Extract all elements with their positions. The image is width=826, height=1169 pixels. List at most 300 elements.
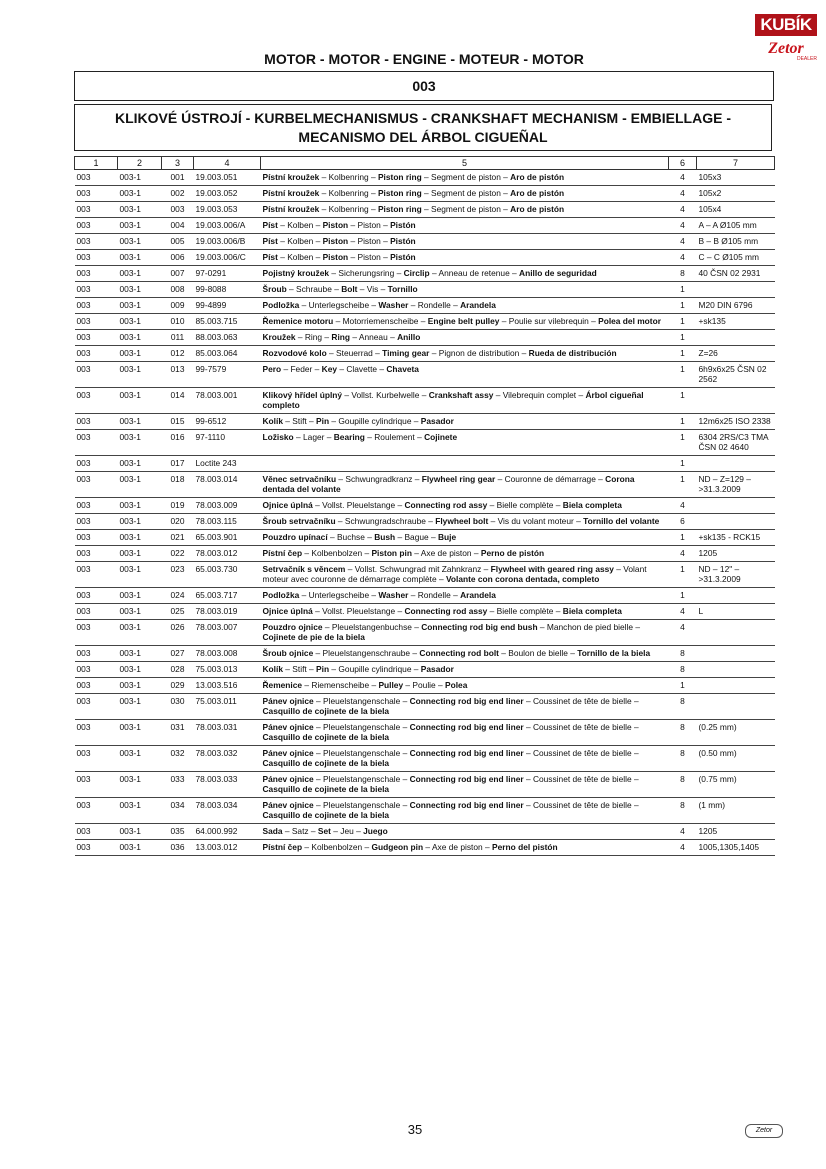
description-separator: – xyxy=(362,548,372,558)
part-group-cell: 003 xyxy=(75,562,118,588)
part-description-cell xyxy=(261,414,669,430)
part-description-cell xyxy=(261,588,669,604)
description-de: Pleuelstangenschale xyxy=(323,696,401,706)
description-en: Piston ring xyxy=(377,172,422,182)
description-de: Schraube xyxy=(296,284,332,294)
part-position-cell: 019 xyxy=(162,498,194,514)
description-es: Casquillo de cojinete de la biela xyxy=(262,758,390,768)
parts-table-body xyxy=(75,170,775,856)
description-en: Engine belt pulley xyxy=(427,316,500,326)
part-group-cell: 003 xyxy=(75,646,118,662)
description-separator: – xyxy=(326,348,337,358)
part-figure-cell: 003-1 xyxy=(118,824,162,840)
description-separator: – xyxy=(369,680,379,690)
note-cell: 1205 xyxy=(697,546,775,562)
table-row xyxy=(75,678,775,694)
description-cz: Podložka xyxy=(262,300,300,310)
part-description-cell xyxy=(261,620,669,646)
note-cell xyxy=(697,694,775,720)
part-number-cell: 78.003.019 xyxy=(194,604,261,620)
description-separator: – xyxy=(322,332,332,342)
description-es: Anillo de seguridad xyxy=(519,268,597,278)
description-de: Schwungradschraube xyxy=(344,516,426,526)
part-description-cell xyxy=(261,170,669,186)
description-fr: Poulie xyxy=(412,680,436,690)
part-group-cell: 003 xyxy=(75,298,118,314)
description-separator: – xyxy=(299,300,309,310)
part-group-cell: 003 xyxy=(75,430,118,456)
description-cz: Pánev ojnice xyxy=(262,800,314,810)
table-row xyxy=(75,546,775,562)
part-position-cell: 024 xyxy=(162,588,194,604)
description-separator: – xyxy=(471,548,481,558)
description-de: Stift xyxy=(292,664,307,674)
description-separator: – xyxy=(313,696,324,706)
table-row xyxy=(75,186,775,202)
description-en: Connecting rod big end liner xyxy=(409,722,524,732)
quantity-cell: 1 xyxy=(669,388,697,414)
description-cz: Píst xyxy=(262,220,278,230)
quantity-cell: 6 xyxy=(669,514,697,530)
description-es: Volante con corona dentada, completo xyxy=(445,574,600,584)
description-separator: – xyxy=(423,842,432,852)
description-de: Pleuelstangenschraube xyxy=(322,648,411,658)
part-group-cell: 003 xyxy=(75,546,118,562)
part-figure-cell: 003-1 xyxy=(118,430,162,456)
part-position-cell: 033 xyxy=(162,772,194,798)
part-group-cell: 003 xyxy=(75,620,118,646)
part-description-cell xyxy=(261,824,669,840)
part-position-cell: 028 xyxy=(162,662,194,678)
description-separator: – xyxy=(277,252,288,262)
description-es: Anillo xyxy=(397,332,421,342)
part-group-cell: 003 xyxy=(75,604,118,620)
quantity-cell: 4 xyxy=(669,840,697,856)
table-row xyxy=(75,250,775,266)
description-separator: – xyxy=(400,774,410,784)
part-group-cell: 003 xyxy=(75,186,118,202)
description-cz: Kroužek xyxy=(262,332,296,342)
note-cell: A – A Ø105 mm xyxy=(697,218,775,234)
description-es: Casquillo de cojinete de la biela xyxy=(262,732,390,742)
part-position-cell: 011 xyxy=(162,330,194,346)
part-group-cell: 003 xyxy=(75,662,118,678)
description-es: Biela completa xyxy=(562,500,622,510)
part-number-cell: 78.003.001 xyxy=(194,388,261,414)
description-de: Schwungradkranz xyxy=(345,474,413,484)
part-description-cell xyxy=(261,678,669,694)
description-cz: Pouzdro upínací xyxy=(262,532,328,542)
description-es: Pistón xyxy=(390,236,416,246)
description-de: Kolbenring xyxy=(328,204,369,214)
note-cell: ND – 12" – >31.3.2009 xyxy=(697,562,775,588)
description-es: Biela completa xyxy=(562,606,622,616)
table-row xyxy=(75,430,775,456)
description-cz: Ložisko xyxy=(262,432,294,442)
description-es: Arandela xyxy=(460,590,496,600)
description-en: Piston xyxy=(322,252,349,262)
description-separator: – xyxy=(380,236,391,246)
part-position-cell: 008 xyxy=(162,282,194,298)
description-separator: – xyxy=(331,284,342,294)
part-number-cell: Loctite 243 xyxy=(194,456,261,472)
quantity-cell: 1 xyxy=(669,282,697,298)
note-cell xyxy=(697,456,775,472)
part-number-cell: 88.003.063 xyxy=(194,330,261,346)
quantity-cell: 4 xyxy=(669,604,697,620)
description-es: Aro de pistón xyxy=(510,204,565,214)
description-en: Washer xyxy=(378,590,409,600)
note-cell: L xyxy=(697,604,775,620)
part-figure-cell: 003-1 xyxy=(118,330,162,346)
description-es: Pistón xyxy=(390,220,416,230)
table-row xyxy=(75,266,775,282)
description-es: Corona dentada del volante xyxy=(262,474,635,494)
description-cz: Pouzdro ojnice xyxy=(262,622,323,632)
part-description-cell xyxy=(261,472,669,498)
part-number-cell: 78.003.008 xyxy=(194,646,261,662)
description-separator: – xyxy=(495,474,505,484)
description-separator: – xyxy=(408,590,418,600)
table-row xyxy=(75,414,775,430)
description-separator: – xyxy=(631,800,639,810)
description-separator: – xyxy=(509,268,520,278)
table-row xyxy=(75,218,775,234)
part-group-cell: 003 xyxy=(75,530,118,546)
part-position-cell: 023 xyxy=(162,562,194,588)
description-fr: Manchon de pied bielle xyxy=(546,622,634,632)
note-cell xyxy=(697,330,775,346)
part-figure-cell: 003-1 xyxy=(118,514,162,530)
description-es: Polea del motor xyxy=(598,316,661,326)
description-cz: Pero xyxy=(262,364,282,374)
description-separator: – xyxy=(488,516,498,526)
table-row xyxy=(75,662,775,678)
description-cz: Pánev ojnice xyxy=(262,722,314,732)
part-position-cell: 007 xyxy=(162,266,194,282)
part-group-cell: 003 xyxy=(75,840,118,856)
description-fr: Jeu xyxy=(340,826,354,836)
description-es: Árbol cigueñal completo xyxy=(262,390,644,410)
description-es: Tornillo del volante xyxy=(583,516,660,526)
part-figure-cell: 003-1 xyxy=(118,772,162,798)
description-de: Vollst. Pleuelstange xyxy=(322,606,396,616)
note-cell: +sk135 - RCK15 xyxy=(697,530,775,546)
note-cell: 40 ČSN 02 2931 xyxy=(697,266,775,282)
description-fr: Coussinet de tête de bielle xyxy=(532,774,632,784)
description-separator: – xyxy=(411,622,422,632)
description-fr: Clavette xyxy=(346,364,378,374)
description-separator: – xyxy=(403,680,413,690)
description-separator: – xyxy=(429,268,439,278)
description-separator: – xyxy=(421,188,432,198)
description-separator: – xyxy=(419,390,429,400)
description-cz: Ojnice úplná xyxy=(262,606,313,616)
part-figure-cell: 003-1 xyxy=(118,694,162,720)
description-separator: – xyxy=(481,564,491,574)
table-row xyxy=(75,234,775,250)
part-figure-cell: 003-1 xyxy=(118,186,162,202)
part-group-cell: 003 xyxy=(75,282,118,298)
part-position-cell: 027 xyxy=(162,646,194,662)
note-cell xyxy=(697,620,775,646)
description-separator: – xyxy=(282,826,292,836)
description-separator: – xyxy=(436,574,446,584)
description-fr: Segment de piston xyxy=(431,172,501,182)
part-figure-cell: 003-1 xyxy=(118,720,162,746)
description-separator: – xyxy=(293,432,303,442)
description-separator: – xyxy=(277,236,288,246)
description-separator: – xyxy=(337,364,347,374)
part-number-cell: 19.003.006/C xyxy=(194,250,261,266)
part-position-cell: 009 xyxy=(162,298,194,314)
part-number-cell: 19.003.052 xyxy=(194,186,261,202)
part-number-cell: 64.000.992 xyxy=(194,824,261,840)
description-es: Arandela xyxy=(460,300,496,310)
kubik-logo-text: KUBÍK xyxy=(755,14,817,36)
description-de: Buchse xyxy=(336,532,365,542)
part-position-cell: 017 xyxy=(162,456,194,472)
description-cz: Šroub ojnice xyxy=(262,648,314,658)
part-group-cell: 003 xyxy=(75,388,118,414)
description-de: Kolbenbolzen xyxy=(311,842,363,852)
description-de: Ring xyxy=(304,332,323,342)
part-description-cell xyxy=(261,430,669,456)
table-row xyxy=(75,472,775,498)
description-fr: Coussinet de tête de bielle xyxy=(532,696,632,706)
group-title xyxy=(74,104,772,151)
part-figure-cell: 003-1 xyxy=(118,562,162,588)
description-es: Casquillo de cojinete de la biela xyxy=(262,784,390,794)
description-separator: – xyxy=(368,188,378,198)
part-figure-cell: 003-1 xyxy=(118,266,162,282)
description-de: Unterlegscheibe xyxy=(308,300,370,310)
description-es: Perno del pistón xyxy=(492,842,558,852)
part-position-cell: 026 xyxy=(162,620,194,646)
part-position-cell: 002 xyxy=(162,186,194,202)
description-cz: Píst xyxy=(262,252,278,262)
part-figure-cell: 003-1 xyxy=(118,472,162,498)
note-cell xyxy=(697,678,775,694)
part-description-cell xyxy=(261,798,669,824)
description-en: Pin xyxy=(316,416,330,426)
description-separator: – xyxy=(335,516,345,526)
description-en: Flywheel bolt xyxy=(435,516,489,526)
parts-table xyxy=(74,156,775,856)
part-description-cell xyxy=(261,546,669,562)
description-separator: – xyxy=(313,774,324,784)
quantity-cell: 1 xyxy=(669,562,697,588)
part-group-cell: 003 xyxy=(75,266,118,282)
part-group-cell: 003 xyxy=(75,746,118,772)
table-row xyxy=(75,170,775,186)
part-description-cell xyxy=(261,720,669,746)
description-fr: Piston xyxy=(357,236,381,246)
part-group-cell: 003 xyxy=(75,456,118,472)
quantity-cell: 8 xyxy=(669,720,697,746)
description-en: Piston pin xyxy=(371,548,412,558)
zetor-logo-text: Zetor xyxy=(768,40,804,57)
description-separator: – xyxy=(313,220,323,230)
description-separator: – xyxy=(302,842,312,852)
table-row xyxy=(75,388,775,414)
part-description-cell xyxy=(261,282,669,298)
quantity-cell: 4 xyxy=(669,250,697,266)
quantity-cell: 1 xyxy=(669,430,697,456)
description-separator: – xyxy=(408,300,418,310)
part-figure-cell: 003-1 xyxy=(118,840,162,856)
table-row xyxy=(75,346,775,362)
description-separator: – xyxy=(410,648,420,658)
description-separator: – xyxy=(394,268,404,278)
part-group-cell: 003 xyxy=(75,588,118,604)
description-en: Connecting rod big end liner xyxy=(409,748,524,758)
table-row xyxy=(75,840,775,856)
description-fr: Coussinet de tête de bielle xyxy=(532,800,632,810)
description-separator: – xyxy=(286,284,297,294)
description-separator: – xyxy=(312,500,323,510)
column-header: 3 xyxy=(162,157,194,170)
description-cz: Sada xyxy=(262,826,283,836)
description-en: Crankshaft assy xyxy=(428,390,494,400)
group-title-line2: MECANISMO DEL ÁRBOL CIGUEÑAL xyxy=(298,129,548,145)
description-de: Pleuelstangenbuchse xyxy=(331,622,412,632)
description-separator: – xyxy=(364,432,375,442)
description-cz: Řemenice xyxy=(262,680,303,690)
description-separator: – xyxy=(435,680,446,690)
description-separator: – xyxy=(357,284,367,294)
quantity-cell: 4 xyxy=(669,620,697,646)
description-separator: – xyxy=(537,622,547,632)
description-en: Pulley xyxy=(378,680,404,690)
description-separator: – xyxy=(493,390,503,400)
description-separator: – xyxy=(330,826,341,836)
quantity-cell: 4 xyxy=(669,218,697,234)
description-en: Piston ring xyxy=(377,188,422,198)
part-figure-cell: 003-1 xyxy=(118,498,162,514)
description-separator: – xyxy=(312,364,322,374)
note-cell xyxy=(697,662,775,678)
description-en: Washer xyxy=(378,300,409,310)
part-position-cell: 020 xyxy=(162,514,194,530)
description-separator: – xyxy=(348,252,358,262)
description-de: Pleuelstangenschale xyxy=(323,800,401,810)
description-fr: Coussinet de tête de bielle xyxy=(532,722,632,732)
part-number-cell: 99-6512 xyxy=(194,414,261,430)
part-description-cell xyxy=(261,694,669,720)
note-cell: ND – Z=129 – >31.3.2009 xyxy=(697,472,775,498)
part-number-cell: 78.003.014 xyxy=(194,472,261,498)
table-row xyxy=(75,588,775,604)
description-de: Feder xyxy=(290,364,313,374)
part-position-cell: 035 xyxy=(162,824,194,840)
quantity-cell: 1 xyxy=(669,330,697,346)
description-separator: – xyxy=(553,606,563,616)
description-separator: – xyxy=(387,332,398,342)
description-en: Key xyxy=(321,364,338,374)
description-en: Piston xyxy=(322,236,349,246)
table-row xyxy=(75,298,775,314)
quantity-cell: 4 xyxy=(669,824,697,840)
quantity-cell: 1 xyxy=(669,678,697,694)
description-separator: – xyxy=(333,316,343,326)
part-position-cell: 013 xyxy=(162,362,194,388)
description-en: Connecting rod assy xyxy=(404,606,488,616)
part-position-cell: 030 xyxy=(162,694,194,720)
description-de: Motorriemenscheibe xyxy=(342,316,419,326)
part-description-cell xyxy=(261,250,669,266)
part-group-cell: 003 xyxy=(75,772,118,798)
description-separator: – xyxy=(350,332,359,342)
part-group-cell: 003 xyxy=(75,798,118,824)
description-separator: – xyxy=(523,696,533,706)
quantity-cell: 8 xyxy=(669,798,697,824)
part-position-cell: 031 xyxy=(162,720,194,746)
description-separator: – xyxy=(412,474,422,484)
description-fr: Segment de piston xyxy=(431,188,501,198)
part-figure-cell: 003-1 xyxy=(118,646,162,662)
description-en: Connecting rod big end liner xyxy=(409,800,524,810)
part-group-cell: 003 xyxy=(75,678,118,694)
part-number-cell: 99-7579 xyxy=(194,362,261,388)
description-es: Aro de pistón xyxy=(510,188,565,198)
note-cell: 6304 2RS/C3 TMA ČSN 02 4640 xyxy=(697,430,775,456)
part-description-cell xyxy=(261,314,669,330)
description-fr: Anneau de retenue xyxy=(438,268,510,278)
description-cz: Věnec setrvačníku xyxy=(262,474,337,484)
description-cz: Řemenice motoru xyxy=(262,316,334,326)
table-row xyxy=(75,456,775,472)
description-separator: – xyxy=(313,800,324,810)
note-cell: (0.50 mm) xyxy=(697,746,775,772)
description-separator: – xyxy=(631,696,639,706)
note-cell: (0.75 mm) xyxy=(697,772,775,798)
quantity-cell: 1 xyxy=(669,588,697,604)
quantity-cell: 1 xyxy=(669,530,697,546)
description-separator: – xyxy=(395,606,405,616)
table-row xyxy=(75,498,775,514)
part-number-cell: 85.003.715 xyxy=(194,314,261,330)
part-group-cell: 003 xyxy=(75,346,118,362)
section-heading: MOTOR - MOTOR - ENGINE - MOTEUR - MOTOR xyxy=(264,51,584,67)
quantity-cell: 4 xyxy=(669,234,697,250)
description-de: Sicherungsring xyxy=(338,268,395,278)
description-separator: – xyxy=(336,474,346,484)
description-en: Bearing xyxy=(333,432,365,442)
description-en: Connecting rod assy xyxy=(404,500,488,510)
part-position-cell: 010 xyxy=(162,314,194,330)
description-de: Pleuelstangenschale xyxy=(323,722,401,732)
table-row xyxy=(75,824,775,840)
part-figure-cell: 003-1 xyxy=(118,414,162,430)
note-cell: 1005,1305,1405 xyxy=(697,840,775,856)
description-fr: Vis du volant moteur xyxy=(497,516,574,526)
description-separator: – xyxy=(425,516,436,526)
part-group-cell: 003 xyxy=(75,170,118,186)
description-fr: Axe de piston xyxy=(431,842,483,852)
column-header: 4 xyxy=(194,157,261,170)
description-es: Pasador xyxy=(420,664,454,674)
description-separator: – xyxy=(523,774,533,784)
description-en: Set xyxy=(317,826,331,836)
description-es: Rueda de distribución xyxy=(528,348,617,358)
description-es: Chaveta xyxy=(386,364,419,374)
description-separator: – xyxy=(487,500,497,510)
part-number-cell: 65.003.730 xyxy=(194,562,261,588)
description-de: Unterlegscheibe xyxy=(308,590,370,600)
description-en: Gudgeon pin xyxy=(371,842,424,852)
part-number-cell: 78.003.031 xyxy=(194,720,261,746)
